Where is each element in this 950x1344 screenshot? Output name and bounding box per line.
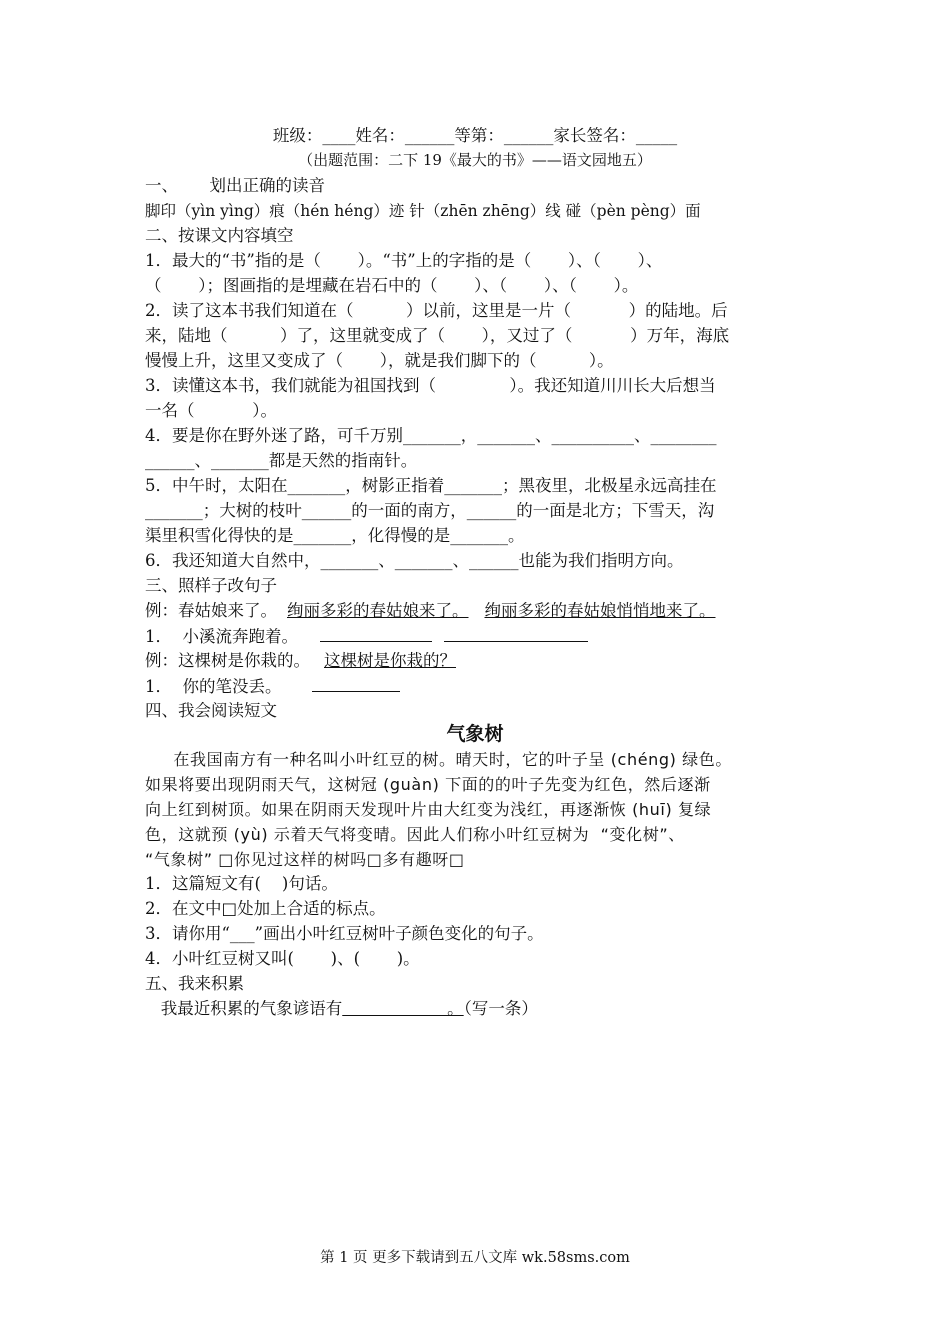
example-1-answer-b: 绚丽多彩的春姑娘悄悄地来了。 — [484, 601, 716, 620]
question-text: 1． 你的笔没丢。 — [145, 677, 282, 696]
proverb-prompt: 我最近积累的气象谚语有 — [145, 999, 343, 1018]
rewrite-question-2 — [145, 674, 400, 699]
proverb-line — [145, 997, 538, 1021]
s2-line: 3．读懂这本书，我们就能为祖国找到（ ）。我还知道川川长大后想当 — [145, 376, 716, 395]
story-line: 向上红到树顶。如果在阴雨天发现叶片由大红变为浅红，再逐渐恢 (huī) 复绿 — [145, 800, 712, 819]
s2-line: 慢慢上升，这里又变成了（ ），就是我们脚下的（ ）。 — [145, 351, 614, 370]
section-2-title: 二、按课文内容填空 — [145, 226, 294, 245]
header-scope: （出题范围：二下 19《最大的书》——语文园地五） — [298, 151, 652, 169]
story-line: 色，这就预 (yù) 示着天气将变晴。因此人们称小叶红豆树为 “变化树”、 — [145, 825, 685, 844]
section-5-title: 五、我来积累 — [145, 974, 244, 993]
s2-line: 1．最大的“书”指的是（ ）。“书”上的字指的是（ ）、（ ）、 — [145, 251, 663, 270]
example-1-label: 例：春姑娘来了。 — [145, 601, 277, 620]
header-info: 班级：____姓名：______等第：______家长签名：_____ — [272, 126, 678, 145]
s2-line: _______；大树的枝叶______的一面的南方，______的一面是北方；下雪天，沟 — [145, 501, 715, 520]
rewrite-question-1 — [145, 624, 588, 649]
s2-line: 2．读了这本书我们知道在（ ）以前，这里是一片（ ）的陆地。后 — [145, 301, 728, 320]
s2-line: ______、_______都是天然的指南针。 — [145, 451, 418, 470]
page-footer: 第 1 页 更多下载请到五八文库 wk.58sms.com — [320, 1250, 630, 1266]
example-2-label: 例：这棵树是你栽的。 — [145, 651, 310, 670]
example-2 — [145, 649, 456, 673]
s2-line: 6．我还知道大自然中，_______、_______、______也能为我们指明方向。 — [145, 551, 684, 570]
section-1-line: 脚印（yìn yìng）痕（hén héng）迹 针（zhēn zhēng）线 碰（pèn pèng）面 — [145, 202, 701, 220]
s2-line: 4．要是你在野外迷了路，可千万别_______，_______、__________、________ — [145, 426, 717, 445]
reading-question: 2．在文中□处加上合适的标点。 — [145, 899, 386, 918]
reading-question: 3．请你用“___”画出小叶红豆树叶子颜色变化的句子。 — [145, 924, 544, 943]
story-line: 如果将要出现阴雨天气，这树冠 (guàn) 下面的的叶子先变为红色，然后逐渐 — [145, 775, 711, 794]
s2-line: 来，陆地（ ）了，这里就变成了（ ），又过了（ ）万年，海底 — [145, 326, 730, 345]
answer-blank[interactable] — [320, 624, 432, 642]
example-2-answer: 这棵树是你栽的？ — [324, 651, 456, 670]
story-title: 气象树 — [446, 723, 504, 745]
section-1-title: 一、 划出正确的读音 — [145, 176, 325, 195]
reading-question: 1．这篇短文有( )句话。 — [145, 874, 338, 893]
question-text: 1． 小溪流奔跑着。 — [145, 627, 298, 646]
proverb-note: （写一条） — [463, 999, 538, 1018]
s2-line: （ ）；图画指的是埋藏在岩石中的（ ）、（ ）、（ ）。 — [145, 276, 639, 295]
answer-blank[interactable] — [312, 674, 400, 692]
story-line: 在我国南方有一种名叫小叶红豆的树。晴天时，它的叶子呈 (chéng) 绿色。 — [145, 750, 732, 769]
section-3-title: 三、照样子改句子 — [145, 576, 277, 595]
example-1 — [145, 599, 716, 623]
answer-blank[interactable] — [444, 624, 588, 642]
s2-line: 5．中午时，太阳在_______，树影正指着_______；黑夜里，北极星永远高挂在 — [145, 476, 717, 495]
s2-line: 一名（ ）。 — [145, 401, 277, 420]
s2-line: 渠里积雪化得快的是_______，化得慢的是_______。 — [145, 526, 525, 545]
example-1-answer-a: 绚丽多彩的春姑娘来了。 — [287, 601, 469, 620]
story-line: “气象树” □你见过这样的树吗□多有趣呀□ — [145, 850, 465, 869]
section-4-title: 四、我会阅读短文 — [145, 701, 277, 720]
proverb-blank[interactable]: 。 — [342, 999, 464, 1018]
reading-question: 4．小叶红豆树又叫( )、( )。 — [145, 949, 420, 968]
